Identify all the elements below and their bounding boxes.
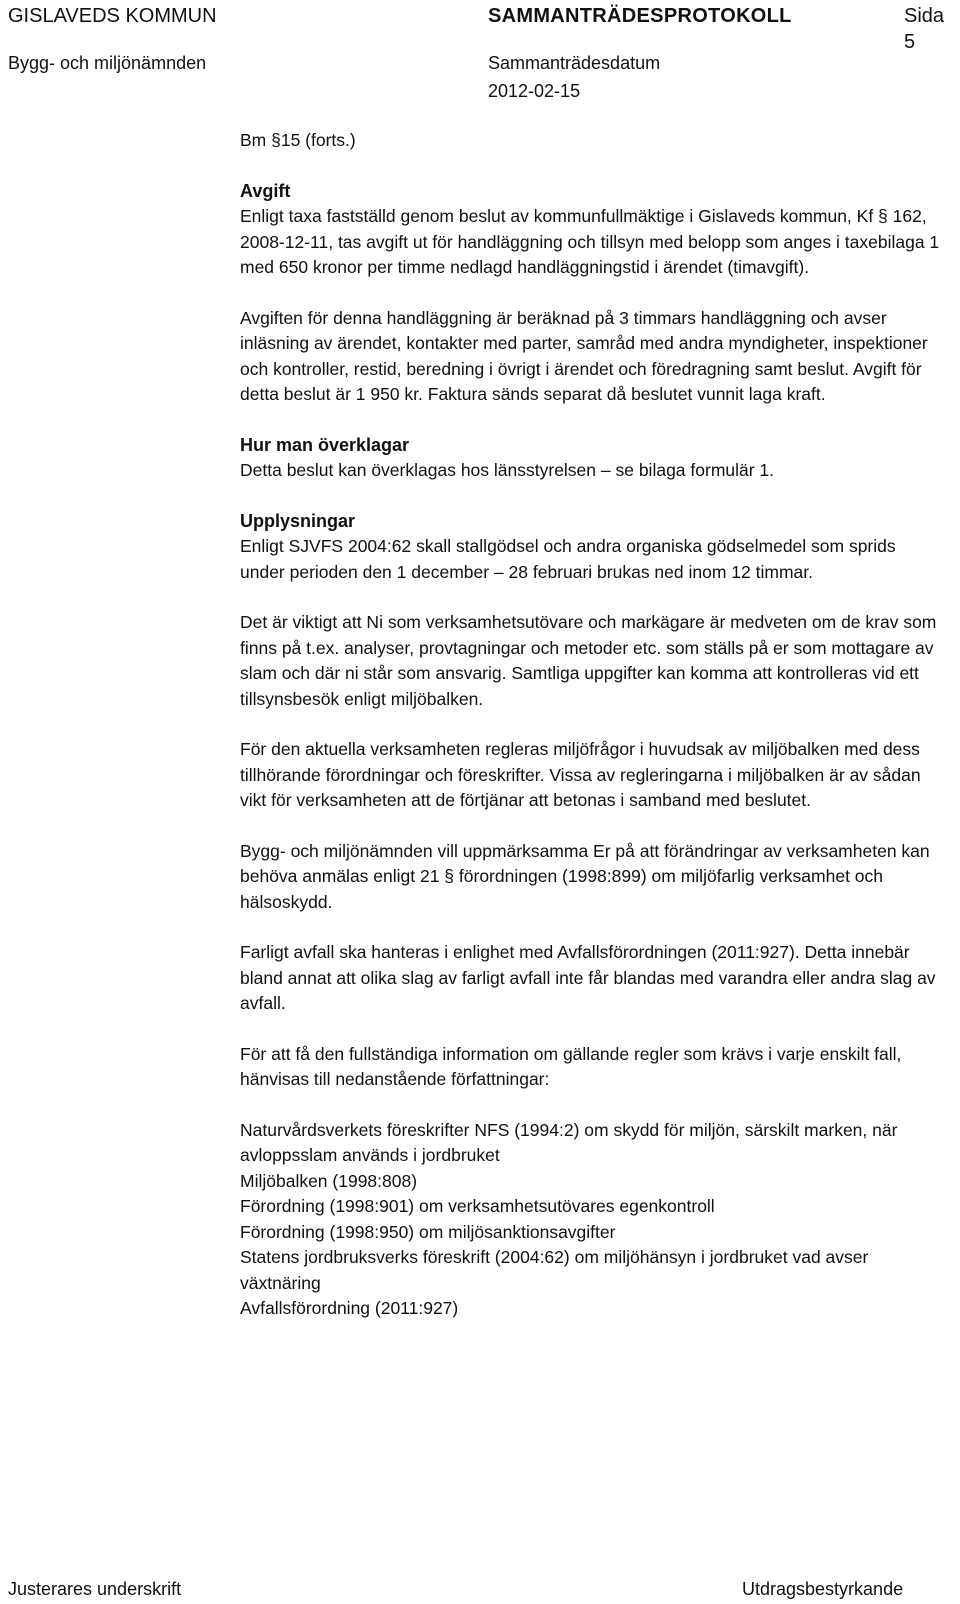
- reference-item: Förordning (1998:950) om miljösanktionsavgifter: [240, 1221, 616, 1242]
- upplysningar-paragraph: Enligt SJVFS 2004:62 skall stallgödsel och andra organiska gödselmedel som sprids under perioden den 1 december – 28 februari brukas ned inom 12 timmar.: [240, 536, 896, 582]
- avgift-heading: Avgift: [240, 180, 291, 201]
- upplysningar-paragraph: Bygg- och miljönämnden vill uppmärksamma Er på att förändringar av verksamheten kan behöva anmälas enligt 21 § förordningen (1998:899) om miljöfarlig verksamhet och hälsoskydd.: [240, 840, 930, 912]
- reference-item: Förordning (1998:901) om verksamhetsutövares egenkontroll: [240, 1196, 715, 1216]
- upplysningar-heading: Upplysningar: [240, 510, 356, 531]
- upplysningar-paragraph: Farligt avfall ska hanteras i enlighet med Avfallsförordningen (2011:927). Detta innebär bland annat att olika slag av farligt avfall inte får blandas med varandra eller andra slag av avfall.: [240, 942, 936, 1013]
- page-label: Sida: [904, 5, 945, 27]
- reference-item: Statens jordbruksverks föreskrift (2004:62) om miljöhänsyn i jordbruket vad avser växtnäring: [240, 1247, 869, 1293]
- overklagan-heading: Hur man överklagar: [240, 434, 410, 455]
- upplysningar-paragraph: För att få den fullständiga information om gällande regler som krävs i varje enskilt fall, hänvisas till nedanstående författningar:: [240, 1043, 902, 1089]
- extract-label: Utdragsbestyrkande: [742, 1579, 904, 1599]
- page-number: 5: [904, 31, 916, 53]
- section-reference: Bm §15 (forts.): [240, 130, 356, 150]
- overklagan-text: Detta beslut kan överklagas hos länsstyrelsen – se bilaga formulär 1.: [240, 460, 775, 480]
- avgift-text: Enligt taxa fastställd genom beslut av kommunfullmäktige i Gislaveds kommun, Kf § 162, 2008-12-11, tas avgift ut för handläggning och tillsyn med belopp som anges i taxebilaga 1 med 650 kronor per timme nedlagd handläggningstid i ärendet (timavgift).: [240, 206, 940, 277]
- reference-item: Avfallsförordning (2011:927): [240, 1298, 459, 1318]
- reference-item: Naturvårdsverkets föreskrifter NFS (1994:2) om skydd för miljön, särskilt marken, när avloppsslam används i jordbruket: [240, 1119, 898, 1165]
- document-type: SAMMANTRÄDESPROTOKOLL: [488, 5, 792, 27]
- upplysningar-paragraph: Det är viktigt att Ni som verksamhetsutövare och markägare är medveten om de krav som finns på t.ex. analyser, provtagningar och metoder etc. som ställs på er som mottagare av slam och där ni står som ansvarig. Samtliga uppgifter kan komma att kontrolleras vid ett tillsynsbesök enligt miljöbalken.: [240, 612, 937, 709]
- upplysningar-paragraph: För den aktuella verksamheten regleras miljöfrågor i huvudsak av miljöbalken med dess tillhörande förordningar och föreskrifter. Vissa av regleringarna i miljöbalken är av sådan vikt för verksamheten att de förtjänar att betonas i samband med beslutet.: [240, 739, 921, 810]
- municipality-name: GISLAVEDS KOMMUN: [8, 5, 217, 27]
- committee-name: Bygg- och miljönämnden: [8, 53, 207, 73]
- avgift-details: Avgiften för denna handläggning är beräknad på 3 timmars handläggning och avser inläsning av ärendet, kontakter med parter, samråd med andra myndigheter, inspektioner och kontroller, restid, beredning i övrigt i ärendet och föredragning samt beslut. Avgift för detta beslut är 1 950 kr. Faktura sänds separat då beslutet vunnit laga kraft.: [240, 307, 928, 404]
- document-body: [240, 128, 940, 1322]
- reference-list: [240, 1118, 940, 1322]
- meeting-date-label: Sammanträdesdatum: [488, 53, 661, 73]
- meeting-date: 2012-02-15: [488, 81, 581, 101]
- signature-label: Justerares underskrift: [8, 1579, 182, 1599]
- reference-item: Miljöbalken (1998:808): [240, 1170, 418, 1191]
